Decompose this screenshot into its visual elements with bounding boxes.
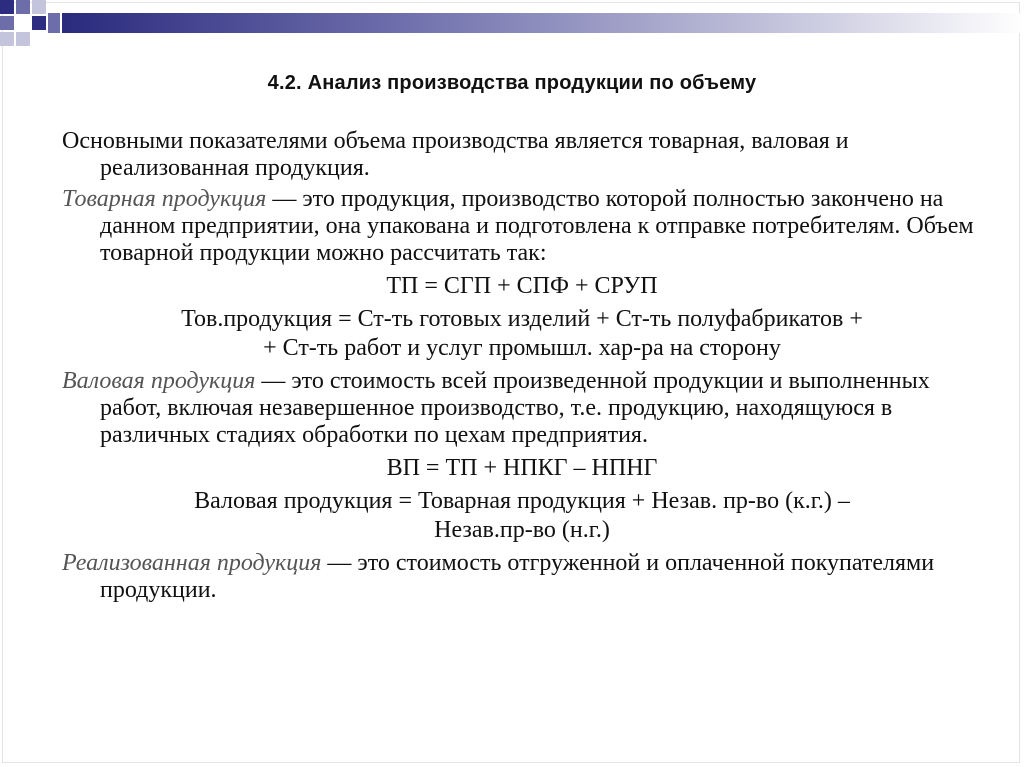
formula-vp-expanded-line2: Незав.пр-во (н.г.) [434,517,610,543]
term-tovarnaya: Товарная продукция [62,186,267,212]
decor-square [0,32,14,46]
definition-realizovannaya: — это стоимость отгруженной и оплаченной покупателями продукции. [100,550,935,603]
slide-content [62,128,982,610]
paragraph-valovaya [62,368,982,449]
decor-square [32,16,46,30]
formula-vp-expanded-line1: Валовая продукция = Товарная продукция + Незав. пр-во (к.г.) – [194,488,850,514]
definition-tovarnaya: — это продукция, производство которой полностью закончено на данном предприятии, она упакована и подготовлена к отправке потребителям. Объем товарной продукции можно рассчитать так: [100,186,974,266]
decor-square [32,0,46,14]
paragraph-tovarnaya [62,186,982,267]
formula-vp: ВП = ТП + НПКГ – НПНГ [386,455,658,481]
decor-square [0,16,14,30]
term-realizovannaya: Реализованная продукция [62,550,322,576]
header-decoration [0,0,1024,70]
slide-title: 4.2. Анализ производства продукции по объему [267,72,757,94]
definition-valovaya: — это стоимость всей произведенной продукции и выполненных работ, включая незавершенное производство, т.е. продукцию, находящуюся в различных стадиях обработки по цехам предприятия. [100,368,930,448]
formula-tp-expanded-line1: Тов.продукция = Ст-ть готовых изделий + Ст-ть полуфабрикатов + [181,306,863,332]
decor-square [48,13,60,33]
paragraph-realizovannaya [62,550,982,604]
decor-square [16,0,30,14]
formula-tp: ТП = СГП + СПФ + СРУП [386,273,658,299]
paragraph-intro: Основными показателями объема производства является товарная, валовая и реализованная продукция. [62,128,849,181]
term-valovaya: Валовая продукция [62,368,256,394]
formula-tp-expanded-line2: + Ст-ть работ и услуг промышл. хар-ра на сторону [263,335,781,361]
decor-square [16,32,30,46]
decor-square [0,0,14,14]
header-gradient-bar [62,13,1024,33]
